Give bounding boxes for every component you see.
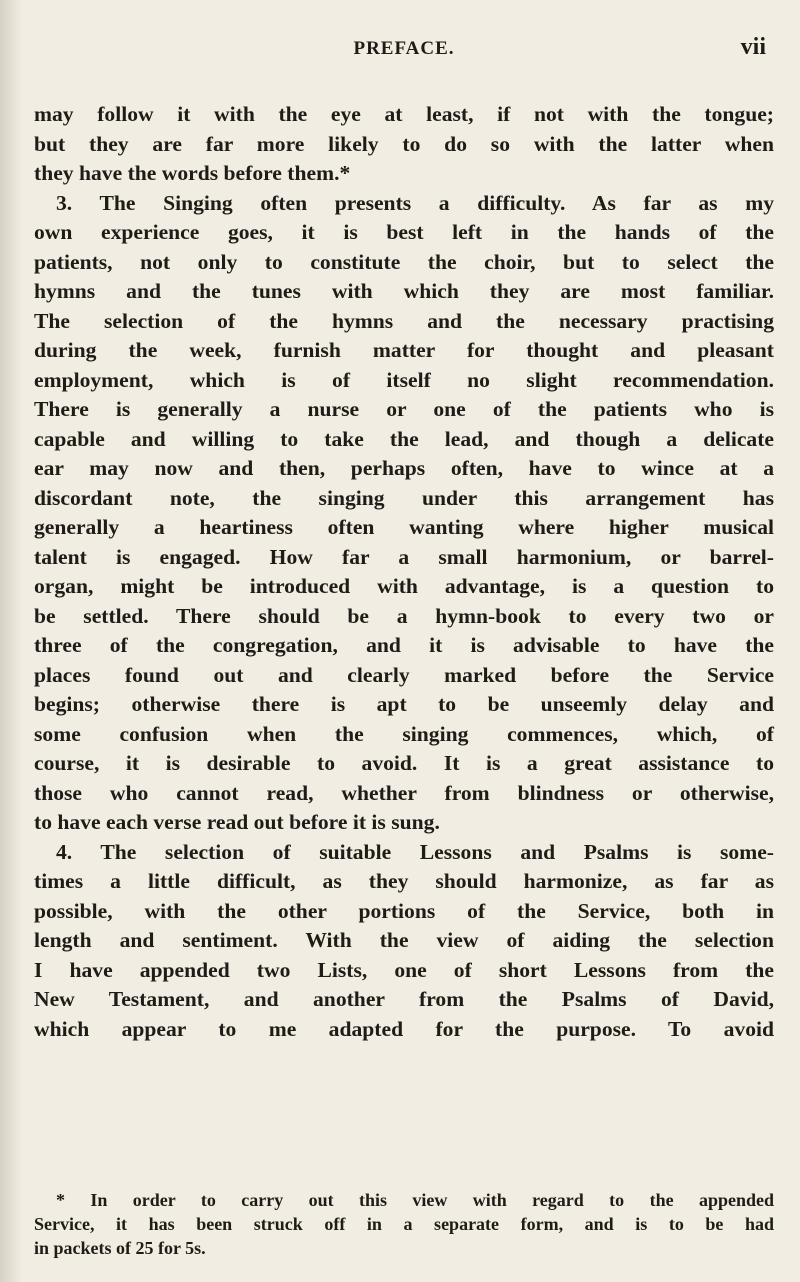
running-title: PREFACE. bbox=[353, 38, 455, 59]
text-line: times a little difficult, as they should harmonize, as far as bbox=[34, 869, 774, 893]
text-line: own experience goes, it is best left in the hands of the bbox=[34, 220, 774, 244]
text-line: length and sentiment. With the view of aiding the selection bbox=[34, 928, 774, 952]
text-line: be settled. There should be a hymn-book to every two or bbox=[34, 603, 774, 628]
text-line: discordant note, the singing under this arrangement has bbox=[34, 485, 774, 510]
text-line: places found out and clearly marked before the Service bbox=[34, 662, 774, 687]
text-line: employment, which is of itself no slight recommendation. bbox=[34, 367, 774, 392]
footnote-line: * In order to carry out this view with regard to the appended bbox=[56, 1190, 774, 1210]
text-line: but they are far more likely to do so with the latter when bbox=[34, 131, 774, 156]
text-line: hymns and the tunes with which they are most familiar. bbox=[34, 279, 774, 303]
text-line: I have appended two Lists, one of short Lessons from the bbox=[34, 957, 774, 982]
footnote bbox=[34, 1188, 774, 1260]
text-line: which appear to me adapted for the purpose. To avoid bbox=[34, 1016, 774, 1041]
text-line: The selection of the hymns and the necessary practising bbox=[34, 308, 774, 333]
text-line: to have each verse read out before it is sung. bbox=[34, 810, 440, 834]
text-line: capable and willing to take the lead, and though a delicate bbox=[34, 426, 774, 451]
running-head bbox=[34, 0, 774, 60]
text-line: 3. The Singing often presents a difficulty. As far as my bbox=[56, 190, 774, 215]
footnote-line: in packets of 25 for 5s. bbox=[34, 1238, 206, 1258]
text-line: New Testament, and another from the Psalms of David, bbox=[34, 987, 774, 1011]
text-line: begins; otherwise there is apt to be unseemly delay and bbox=[34, 692, 774, 716]
text-line: three of the congregation, and it is advisable to have the bbox=[34, 633, 774, 657]
body-text bbox=[34, 100, 774, 1044]
text-line: may follow it with the eye at least, if not with the tongue; bbox=[34, 102, 774, 126]
text-line: generally a heartiness often wanting where higher musical bbox=[34, 515, 774, 539]
text-line: organ, might be introduced with advantage, is a question to bbox=[34, 574, 774, 598]
footnote-line: Service, it has been struck off in a separate form, and is to be had bbox=[34, 1214, 774, 1234]
text-line: those who cannot read, whether from blindness or otherwise, bbox=[34, 780, 774, 805]
page-number: vii bbox=[740, 34, 766, 60]
text-line: they have the words before them.* bbox=[34, 161, 351, 185]
text-line: course, it is desirable to avoid. It is a great assistance to bbox=[34, 751, 774, 775]
text-line: some confusion when the singing commences, which, of bbox=[34, 721, 774, 746]
text-line: talent is engaged. How far a small harmonium, or barrel- bbox=[34, 544, 774, 569]
page-edge-shadow bbox=[0, 0, 22, 1282]
text-line: 4. The selection of suitable Lessons and Psalms is some- bbox=[56, 839, 774, 864]
text-line: There is generally a nurse or one of the patients who is bbox=[34, 397, 774, 421]
text-line: during the week, furnish matter for thought and pleasant bbox=[34, 338, 774, 362]
text-line: patients, not only to constitute the choir, but to select the bbox=[34, 249, 774, 274]
text-line: ear may now and then, perhaps often, have to wince at a bbox=[34, 456, 774, 480]
text-line: possible, with the other portions of the Service, both in bbox=[34, 898, 774, 923]
book-page bbox=[34, 0, 774, 1258]
